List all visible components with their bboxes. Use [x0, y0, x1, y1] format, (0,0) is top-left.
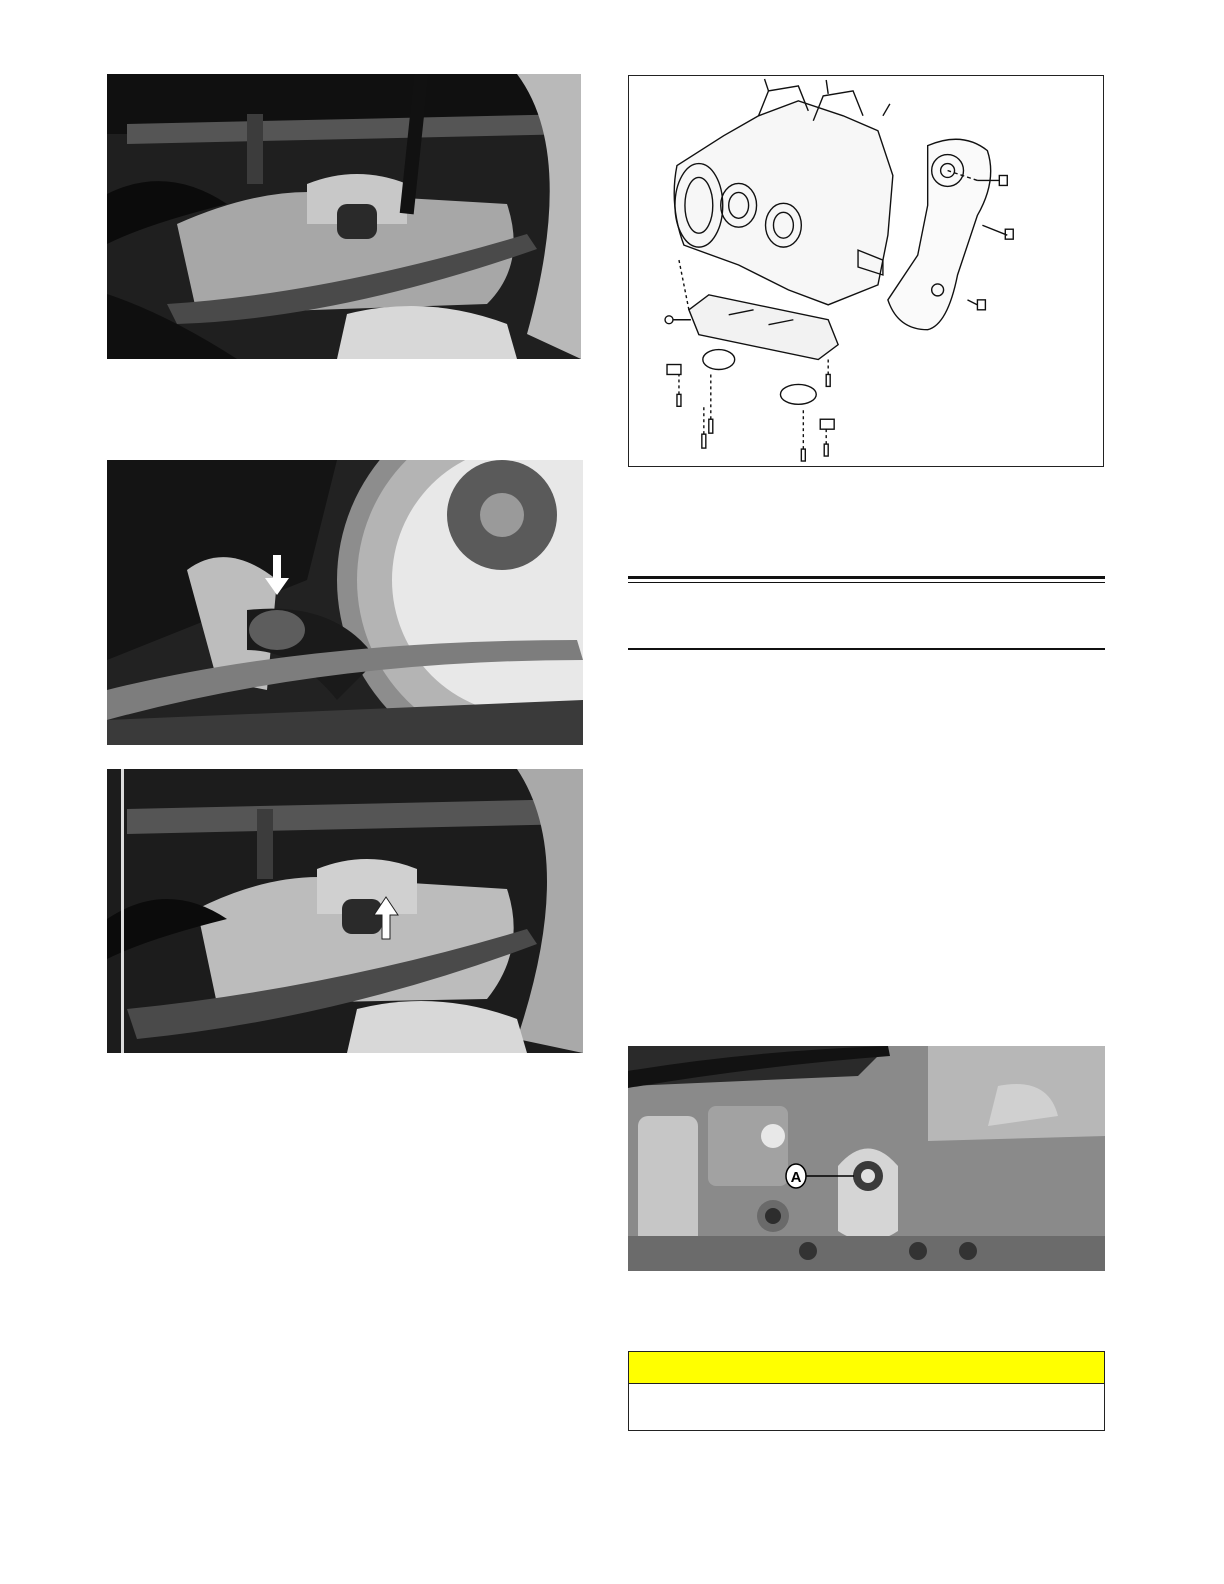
cylinder-head-arrow-photo: [107, 769, 583, 1053]
hose-clamp-photo: [107, 460, 583, 745]
section-rule-bottom: [628, 648, 1105, 650]
caution-box: [628, 1351, 1105, 1431]
engine-head-photo: [107, 74, 581, 359]
caution-header: [629, 1352, 1104, 1384]
engine-exploded-diagram: [628, 75, 1104, 467]
callout-label-a: A: [790, 1169, 802, 1186]
section-rule-top: [628, 576, 1105, 579]
crankcase-callout-photo: [628, 1046, 1105, 1271]
section-rule-top-thin: [628, 582, 1105, 583]
